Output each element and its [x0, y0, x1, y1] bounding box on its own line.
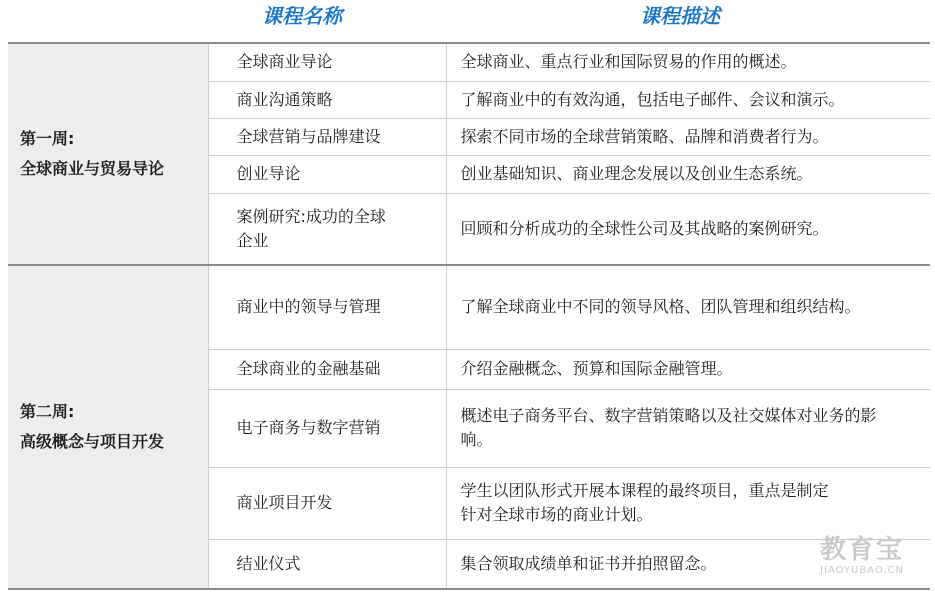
watermark-sub: JIAOYUBAO.CN	[820, 565, 904, 576]
course-description: 回顾和分析成功的全球性公司及其战略的案例研究。	[446, 193, 930, 265]
course-name: 商业项目开发	[208, 467, 446, 539]
course-name: 案例研究:成功的全球企业	[208, 193, 446, 265]
course-name: 商业沟通策略	[208, 81, 446, 118]
week-1-title: 全球商业与贸易导论	[20, 159, 165, 178]
week-2-title: 高级概念与项目开发	[20, 432, 165, 451]
week-2-number: 第二周:	[20, 402, 75, 421]
course-name: 商业中的领导与管理	[208, 265, 446, 349]
course-description: 介绍金融概念、预算和国际金融管理。	[446, 349, 930, 389]
week-2-label	[8, 265, 208, 589]
course-name: 创业导论	[208, 155, 446, 193]
course-description: 了解商业中的有效沟通，包括电子邮件、会议和演示。	[446, 81, 930, 118]
course-table	[8, 42, 930, 590]
header-course-description: 课程描述	[640, 4, 720, 28]
course-name: 结业仪式	[208, 539, 446, 589]
table-row	[8, 265, 930, 349]
course-name: 全球营销与品牌建设	[208, 118, 446, 155]
header-course-name: 课程名称	[262, 4, 342, 28]
course-name: 全球商业导论	[208, 43, 446, 81]
table-row	[8, 43, 930, 81]
watermark-main: 教育宝	[819, 535, 904, 565]
week-1-number: 第一周:	[20, 129, 75, 148]
course-name: 全球商业的金融基础	[208, 349, 446, 389]
course-description: 概述电子商务平台、数字营销策略以及社交媒体对业务的影响。	[446, 389, 930, 467]
course-description: 探索不同市场的全球营销策略、品牌和消费者行为。	[446, 118, 930, 155]
course-name: 电子商务与数字营销	[208, 389, 446, 467]
week-1-label	[8, 43, 208, 265]
course-description: 集合领取成绩单和证书并拍照留念。	[446, 539, 930, 589]
course-description: 全球商业、重点行业和国际贸易的作用的概述。	[446, 43, 930, 81]
course-description: 了解全球商业中不同的领导风格、团队管理和组织结构。	[446, 265, 930, 349]
course-description: 学生以团队形式开展本课程的最终项目，重点是制定针对全球市场的商业计划。	[446, 467, 930, 539]
course-description: 创业基础知识、商业理念发展以及创业生态系统。	[446, 155, 930, 193]
